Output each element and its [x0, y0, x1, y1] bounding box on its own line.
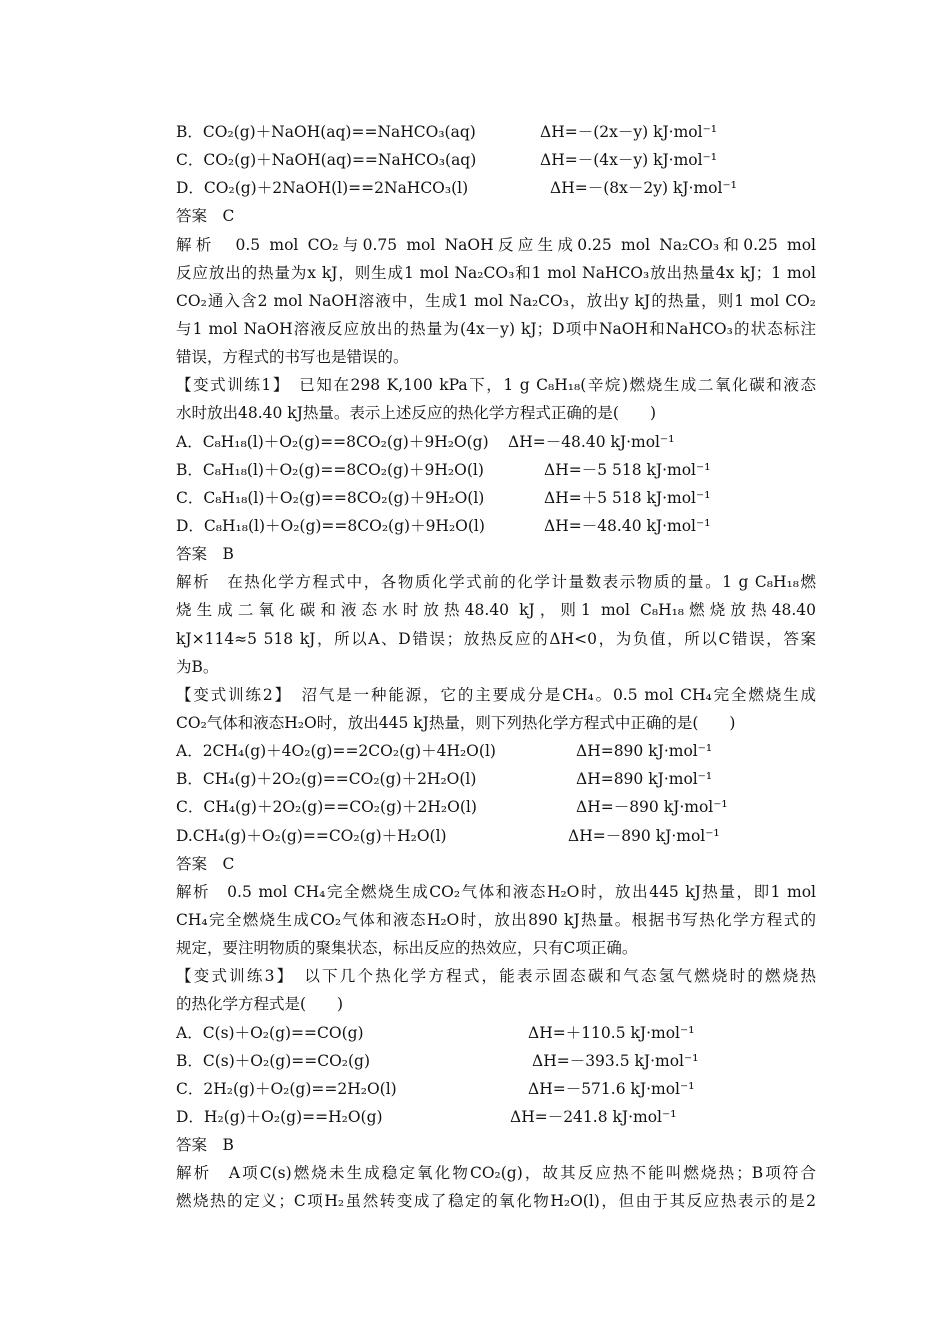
option-enthalpy: ΔH=890 kJ·mol⁻¹: [576, 770, 713, 789]
option-enthalpy: ΔH=＋5 518 kJ·mol⁻¹: [544, 488, 711, 507]
option-equation: D．CO₂(g)＋2NaOH(l)==2NaHCO₃(l): [176, 179, 469, 198]
option-c: [176, 793, 816, 821]
answer: 答案 C: [176, 207, 235, 226]
explanation-line: 规定，要注明物质的聚集状态，标出反应的热效应，只有C项正确。: [176, 939, 638, 958]
option-equation: A．C(s)＋O₂(g)==CO(g): [176, 1023, 364, 1042]
option-enthalpy: ΔH=＋110.5 kJ·mol⁻¹: [528, 1023, 695, 1042]
option-equation: A．C₈H₁₈(l)＋O₂(g)==8CO₂(g)＋9H₂O(g): [176, 432, 489, 451]
question-stem: 【变式训练2】 沼气是一种能源，它的主要成分是CH₄。0.5 mol CH₄完全燃烧生成: [176, 685, 816, 704]
option-equation: C．CH₄(g)＋2O₂(g)==CO₂(g)＋2H₂O(l): [176, 798, 477, 817]
option-b: [176, 1047, 816, 1075]
option-c: [176, 146, 816, 174]
option-d: [176, 174, 816, 202]
option-equation: D．H₂(g)＋O₂(g)==H₂O(g): [176, 1107, 383, 1126]
option-d: [176, 512, 816, 540]
question-stem: 【变式训练3】 以下几个热化学方程式，能表示固态碳和气态氢气燃烧时的燃烧热: [176, 967, 816, 986]
option-c: [176, 484, 816, 512]
question-stem: 水时放出48.40 kJ热量。表示上述反应的热化学方程式正确的是( ): [176, 404, 657, 423]
option-equation: C．2H₂(g)＋O₂(g)==2H₂O(l): [176, 1079, 397, 1098]
option-d: [176, 822, 816, 850]
explanation-line: CH₄完全燃烧生成CO₂气体和液态H₂O时，放出890 kJ热量。根据书写热化学方程式的: [176, 910, 816, 929]
option-enthalpy: ΔH=－241.8 kJ·mol⁻¹: [510, 1107, 677, 1126]
option-equation: C．C₈H₁₈(l)＋O₂(g)==8CO₂(g)＋9H₂O(l): [176, 488, 485, 507]
document-body: [176, 118, 816, 1215]
option-b: [176, 456, 816, 484]
option-b: [176, 118, 816, 146]
option-enthalpy: ΔH=－890 kJ·mol⁻¹: [568, 826, 720, 845]
answer: 答案 C: [176, 854, 235, 873]
explanation-line: 解析 A项C(s)燃烧未生成稳定氧化物CO₂(g)，故其反应热不能叫燃烧热；B项符合: [176, 1164, 816, 1183]
option-c: [176, 1075, 816, 1103]
explanation-line: 解析 0.5 mol CO₂与0.75 mol NaOH反应生成0.25 mol Na₂CO₃和0.25 mol: [176, 235, 816, 254]
answer: 答案 B: [176, 545, 234, 564]
option-a: [176, 428, 816, 456]
explanation-line: 为B。: [176, 657, 219, 676]
option-enthalpy: ΔH=－(8x－2y) kJ·mol⁻¹: [550, 179, 737, 198]
explanation-line: 解析 0.5 mol CH₄完全燃烧生成CO₂气体和液态H₂O时，放出445 kJ热量，即1 mol: [176, 882, 816, 901]
option-a: [176, 1019, 816, 1047]
option-equation: D．C₈H₁₈(l)＋O₂(g)==8CO₂(g)＋9H₂O(l): [176, 516, 485, 535]
question-stem: 【变式训练1】 已知在298 K,100 kPa下，1 g C₈H₁₈(辛烷)燃烧生成二氧化碳和液态: [176, 376, 816, 395]
option-b: [176, 765, 816, 793]
option-enthalpy: ΔH=－571.6 kJ·mol⁻¹: [528, 1079, 695, 1098]
option-enthalpy: ΔH=890 kJ·mol⁻¹: [576, 742, 713, 761]
option-a: [176, 737, 816, 765]
explanation-line: 与1 mol NaOH溶液反应放出的热量为(4x－y) kJ；D项中NaOH和NaHCO₃的状态标注: [176, 319, 816, 338]
option-enthalpy: ΔH=－(4x－y) kJ·mol⁻¹: [540, 151, 717, 170]
question-stem: 的热化学方程式是( ): [176, 995, 344, 1014]
answer: 答案 B: [176, 1136, 234, 1155]
option-equation: D.CH₄(g)＋O₂(g)==CO₂(g)＋H₂O(l): [176, 826, 447, 845]
explanation-line: 燃烧热的定义；C项H₂虽然转变成了稳定的氧化物H₂O(l)，但由于其反应热表示的是2: [176, 1192, 816, 1211]
explanation-line: 反应放出的热量为x kJ，则生成1 mol Na₂CO₃和1 mol NaHCO₃放出热量4x kJ；1 mol: [176, 263, 816, 282]
option-equation: B．CH₄(g)＋2O₂(g)==CO₂(g)＋2H₂O(l): [176, 770, 477, 789]
explanation-line: CO₂通入含2 mol NaOH溶液中，生成1 mol Na₂CO₃，放出y kJ的热量，则1 mol CO₂: [176, 291, 816, 310]
option-enthalpy: ΔH=－890 kJ·mol⁻¹: [576, 798, 728, 817]
explanation-line: 烧生成二氧化碳和液态水时放热48.40 kJ，则1 mol C₈H₁₈燃烧放热48.40: [176, 601, 816, 620]
question-stem: CO₂气体和液态H₂O时，放出445 kJ热量，则下列热化学方程式中正确的是( ): [176, 713, 736, 732]
option-enthalpy: ΔH=－393.5 kJ·mol⁻¹: [532, 1051, 699, 1070]
option-enthalpy: ΔH=－48.40 kJ·mol⁻¹: [544, 516, 711, 535]
explanation-line: 错误，方程式的书写也是错误的。: [176, 348, 409, 367]
option-enthalpy: ΔH=－5 518 kJ·mol⁻¹: [544, 460, 711, 479]
explanation-line: 解析 在热化学方程式中，各物质化学式前的化学计量数表示物质的量。1 g C₈H₁₈燃: [176, 573, 816, 592]
option-equation: A．2CH₄(g)＋4O₂(g)==2CO₂(g)＋4H₂O(l): [176, 742, 496, 761]
option-equation: B．C(s)＋O₂(g)==CO₂(g): [176, 1051, 371, 1070]
option-enthalpy: ΔH=－(2x－y) kJ·mol⁻¹: [540, 123, 717, 141]
option-equation: B．CO₂(g)＋NaOH(aq)==NaHCO₃(aq): [176, 123, 476, 141]
option-equation: B．C₈H₁₈(l)＋O₂(g)==8CO₂(g)＋9H₂O(l): [176, 460, 484, 479]
option-equation: C．CO₂(g)＋NaOH(aq)==NaHCO₃(aq): [176, 151, 477, 170]
option-enthalpy: ΔH=－48.40 kJ·mol⁻¹: [508, 432, 675, 451]
explanation-line: kJ×114≈5 518 kJ，所以A、D错误；放热反应的ΔH<0，为负值，所以C错误，答案: [176, 629, 816, 648]
option-d: [176, 1103, 816, 1131]
